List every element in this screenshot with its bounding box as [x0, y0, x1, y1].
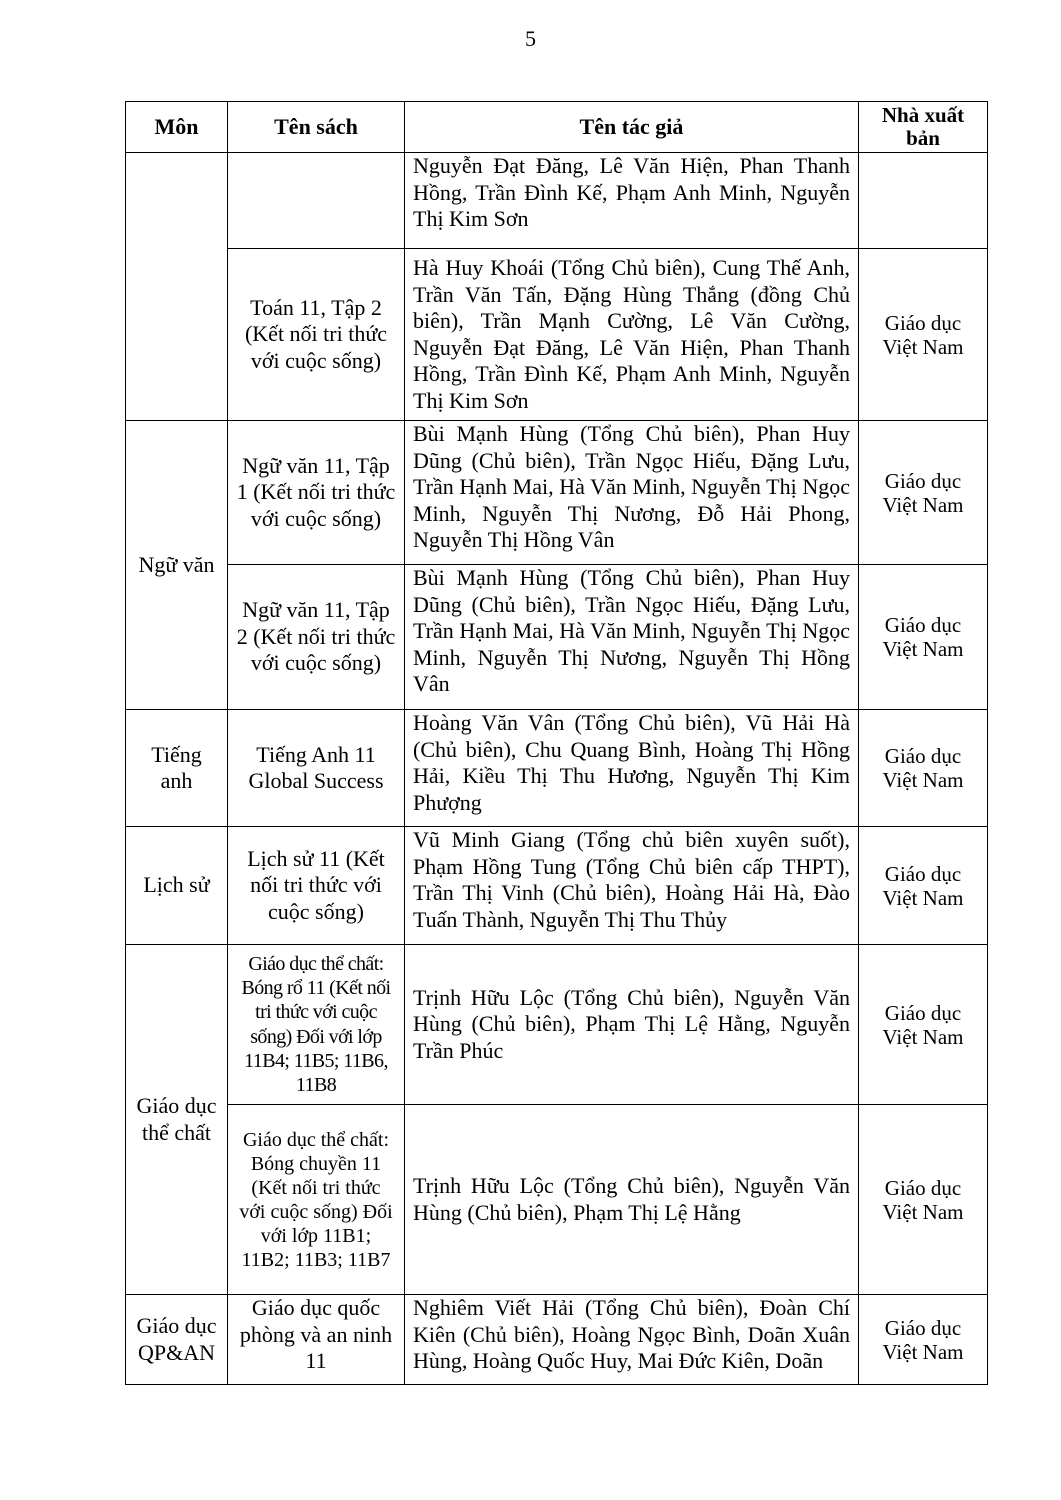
author-cell: Hà Huy Khoái (Tổng Chủ biên), Cung Thế Anh, Trần Văn Tấn, Đặng Hùng Thắng (đồng Chủ biên), Trần Mạnh Cường, Lê Văn Cường, Nguyễn Đạt Đăng, Lê Văn Hiện, Phan Thanh Hồng, Trần Đình Kế, Phạm Anh Minh, Nguyễn Thị Kim Sơn: [405, 249, 859, 421]
author-cell: Nghiêm Viết Hải (Tổng Chủ biên), Đoàn Chí Kiên (Chủ biên), Hoàng Ngọc Bình, Doãn Xuân Hùng, Hoàng Quốc Huy, Mai Đức Kiên, Doãn: [405, 1295, 859, 1385]
book-cell: Ngữ văn 11, Tập 2 (Kết nối tri thức với cuộc sống): [228, 565, 405, 710]
table-header-row: [126, 102, 988, 153]
page-number: 5: [525, 26, 536, 51]
table-row: [126, 1105, 988, 1295]
table-row: [126, 153, 988, 249]
author-cell: Bùi Mạnh Hùng (Tổng Chủ biên), Phan Huy Dũng (Chủ biên), Trần Ngọc Hiếu, Đặng Lưu, Trần Hạnh Mai, Hà Văn Minh, Nguyễn Thị Ngọc Minh, Nguyễn Thị Nương, Đỗ Hải Phong, Nguyễn Thị Hồng Vân: [405, 421, 859, 565]
table-row: [126, 421, 988, 565]
header-publisher: Nhà xuất bản: [859, 102, 988, 153]
table-row: [126, 565, 988, 710]
publisher-cell: Giáo dục Việt Nam: [859, 565, 988, 710]
textbook-table: [125, 101, 988, 1385]
book-cell: Giáo dục quốc phòng và an ninh 11: [228, 1295, 405, 1385]
subject-cell: Ngữ văn: [126, 421, 228, 710]
book-cell: Toán 11, Tập 2 (Kết nối tri thức với cuộc sống): [228, 249, 405, 421]
header-book: Tên sách: [228, 102, 405, 153]
subject-cell: Lịch sử: [126, 827, 228, 945]
author-cell: Bùi Mạnh Hùng (Tổng Chủ biên), Phan Huy Dũng (Chủ biên), Trần Ngọc Hiếu, Đặng Lưu, Trần Hạnh Mai, Hà Văn Minh, Nguyễn Thị Ngọc Minh, Nguyễn Thị Nương, Nguyễn Thị Hồng Vân: [405, 565, 859, 710]
table-row: [126, 1295, 988, 1385]
header-author: Tên tác giả: [405, 102, 859, 153]
book-cell: Lịch sử 11 (Kết nối tri thức với cuộc sống): [228, 827, 405, 945]
subject-cell: Giáo dục QP&AN: [126, 1295, 228, 1385]
book-cell: Giáo dục thể chất: Bóng chuyền 11 (Kết nối tri thức với cuộc sống) Đối với lớp 11B1; 11B2; 11B3; 11B7: [228, 1105, 405, 1295]
book-cell: Ngữ văn 11, Tập 1 (Kết nối tri thức với cuộc sống): [228, 421, 405, 565]
book-cell: [228, 153, 405, 249]
author-cell: Nguyễn Đạt Đăng, Lê Văn Hiện, Phan Thanh Hồng, Trần Đình Kế, Phạm Anh Minh, Nguyễn Thị Kim Sơn: [405, 153, 859, 249]
book-cell: Giáo dục thể chất: Bóng rổ 11 (Kết nối tri thức với cuộc sống) Đối với lớp 11B4; 11B5; 11B6, 11B8: [228, 945, 405, 1105]
subject-cell: [126, 153, 228, 421]
publisher-cell: Giáo dục Việt Nam: [859, 1105, 988, 1295]
book-cell: Tiếng Anh 11 Global Success: [228, 710, 405, 827]
author-cell: Vũ Minh Giang (Tổng chủ biên xuyên suốt), Phạm Hồng Tung (Tổng Chủ biên cấp THPT), Trần Thị Vinh (Chủ biên), Hoàng Hải Hà, Đào Tuấn Thành, Nguyễn Thị Thu Thủy: [405, 827, 859, 945]
publisher-cell: Giáo dục Việt Nam: [859, 827, 988, 945]
table-row: [126, 827, 988, 945]
publisher-cell: Giáo dục Việt Nam: [859, 710, 988, 827]
table-row: [126, 249, 988, 421]
table-row: [126, 710, 988, 827]
author-cell: Trịnh Hữu Lộc (Tổng Chủ biên), Nguyễn Văn Hùng (Chủ biên), Phạm Thị Lệ Hằng: [405, 1105, 859, 1295]
publisher-cell: [859, 153, 988, 249]
subject-cell: Tiếng anh: [126, 710, 228, 827]
publisher-cell: Giáo dục Việt Nam: [859, 945, 988, 1105]
table-row: [126, 945, 988, 1105]
publisher-cell: Giáo dục Việt Nam: [859, 1295, 988, 1385]
author-cell: Hoàng Văn Vân (Tổng Chủ biên), Vũ Hải Hà (Chủ biên), Chu Quang Bình, Hoàng Thị Hồng Hải, Kiều Thị Thu Hương, Nguyễn Thị Kim Phượng: [405, 710, 859, 827]
author-cell: Trịnh Hữu Lộc (Tổng Chủ biên), Nguyễn Văn Hùng (Chủ biên), Phạm Thị Lệ Hằng, Nguyễn Trần Phúc: [405, 945, 859, 1105]
publisher-cell: Giáo dục Việt Nam: [859, 249, 988, 421]
publisher-cell: Giáo dục Việt Nam: [859, 421, 988, 565]
header-subject: Môn: [126, 102, 228, 153]
subject-cell: Giáo dục thể chất: [126, 945, 228, 1295]
